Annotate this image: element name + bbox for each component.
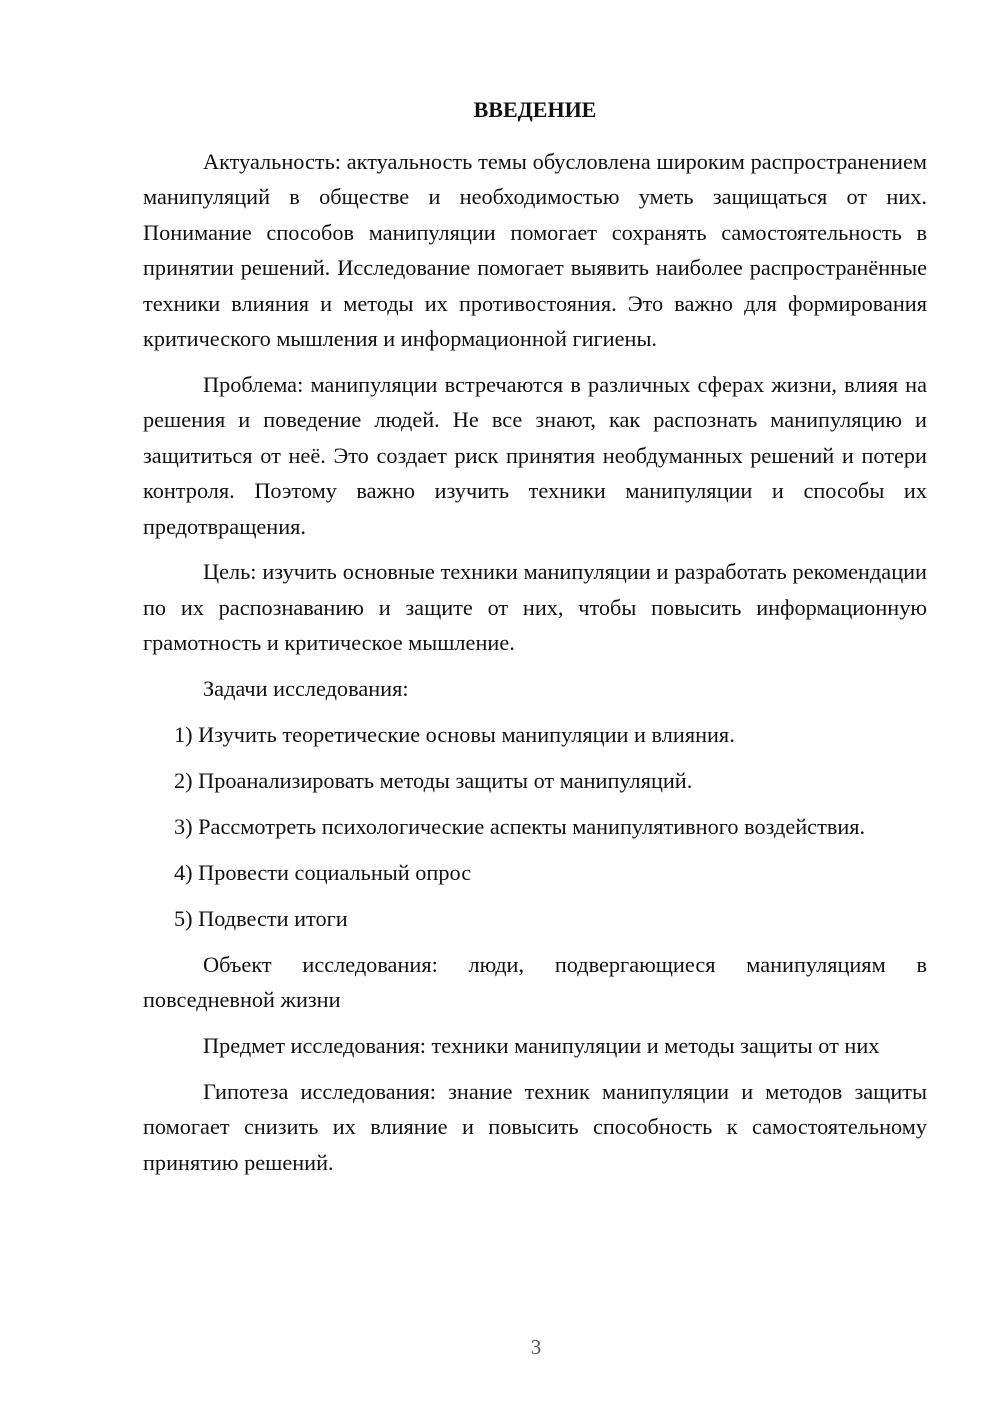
task-item-4: 4) Провести социальный опрос [174,859,472,885]
page-title: ВВЕДЕНИЕ [473,97,597,122]
paragraph-subject: Предмет исследования: техники манипуляции и методы защиты от них [203,1032,880,1058]
page-number: 3 [530,1335,542,1359]
task-item-1: 1) Изучить теоретические основы манипуляции и влияния. [174,722,735,748]
paragraph-relevance: Актуальность: актуальность темы обусловлена широким распространением манипуляций в обществе и необходимостью уметь защищаться от них. Понимание способов манипуляции помогает сохранять самостоятельность в принятии решений. Исследование помогает выявить наиболее распространённые техники влияния и методы их противостояния. Это важно для формирования критического мышления и информационной гигиены. [143,149,927,352]
paragraph-goal: Цель: изучить основные техники манипуляции и разработать рекомендации по их распознаванию и защите от них, чтобы повысить информационную грамотность и критическое мышление. [143,559,927,656]
task-item-2: 2) Проанализировать методы защиты от манипуляций. [174,768,693,793]
paragraph-problem: Проблема: манипуляции встречаются в различных сферах жизни, влияя на решения и поведение людей. Не все знают, как распознать манипуляцию и защититься от неё. Это создает риск принятия необдуманных решений и потери контроля. Поэтому важно изучить техники манипуляции и способы их предотвращения. [143,371,927,539]
paragraph-hypothesis: Гипотеза исследования: знание техник манипуляции и методов защиты помогает снизить их влияние и повысить способность к самостоятельному принятию решений. [143,1078,927,1175]
tasks-heading: Задачи исследования: [203,676,409,702]
page-content [143,95,927,1191]
task-item-3: 3) Рассмотреть психологические аспекты манипулятивного воздействия. [174,813,866,839]
task-item-5: 5) Подвести итоги [174,905,348,931]
paragraph-object: Объект исследования: люди, подвергающиеся манипуляциям в повседневной жизни [143,951,927,1013]
